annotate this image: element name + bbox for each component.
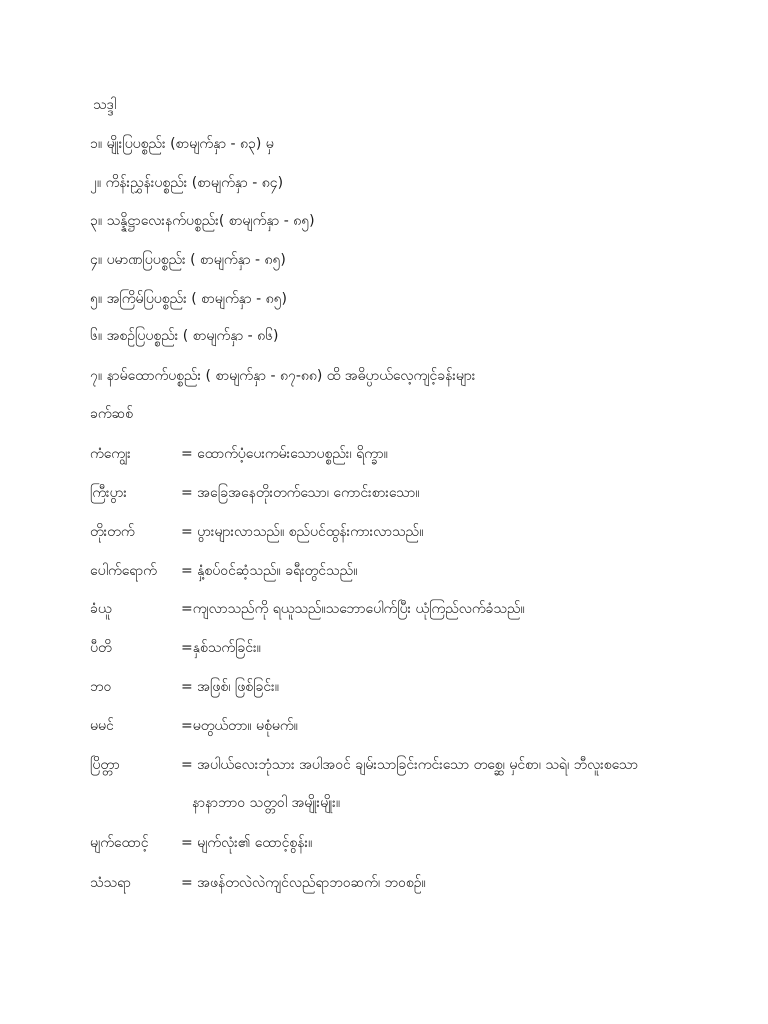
list-item: ၁။ မျိုးပြပစ္စည်း (စာမျက်နှာ - ၈၃) မှ xyxy=(90,136,274,152)
glossary-definition: =ကျလာသည်ကို ရယူသည်။သဘောပေါက်ပြီး ယုံကြည်လက်ခံသည်။ xyxy=(181,601,525,617)
glossary-definition: = နှံ့စပ်ဝင်ဆံ့သည်။ ခရီးတွင်သည်။ xyxy=(181,563,358,579)
glossary-term: ပြိတ္တာ xyxy=(90,757,120,773)
glossary-definition: =မတွယ်တာ။ မစုံမက်။ xyxy=(181,718,298,734)
list-item: ၃။ သန္နိဋ္ဌာလေးနက်ပစ္စည်း( စာမျက်နှာ - ၈၅) xyxy=(90,213,315,229)
section-heading: သဒ္ဒါ xyxy=(93,97,117,113)
glossary-term: ခံယူ xyxy=(90,601,112,617)
glossary-term: မျက်ထောင့် xyxy=(90,835,149,851)
glossary-definition: = အခြေအနေတိုးတက်သော၊ ကောင်းစားသော။ xyxy=(181,485,420,501)
glossary-definition: = အဖန်တလဲလဲကျင်လည်ရာဘဝဆက်၊ ဘဝစဉ်။ xyxy=(181,875,426,891)
glossary-definition: = မျက်လုံး၏ ထောင့်စွန်း။ xyxy=(181,835,313,851)
list-item: ၂။ ကိန်းညွှန်းပစ္စည်း (စာမျက်နှာ - ၈၄) xyxy=(90,175,284,191)
glossary-heading: ခက်ဆစ် xyxy=(90,406,133,422)
glossary-definition: = အပါယ်လေးဘုံသား အပါအဝင် ချမ်းသာခြင်းကင်းသော တစ္ဆေ၊ မှင်စာ၊ သရဲ၊ ဘီလူးစသော xyxy=(181,757,639,773)
glossary-term: မမင် xyxy=(90,718,114,734)
list-item: ၇။ နာမ်ထောက်ပစ္စည်း ( စာမျက်နှာ - ၈၇-၈၈) ထိ အဓိပ္ပာယ်လေ့ကျင့်ခန်းများ xyxy=(90,368,476,384)
list-item: ၄။ ပမာဏပြပစ္စည်း ( စာမျက်နှာ - ၈၅) xyxy=(90,252,286,268)
glossary-definition: = အဖြစ်၊ ဖြစ်ခြင်း။ xyxy=(181,679,279,695)
glossary-definition: = ထောက်ပံ့ပေးကမ်းသောပစ္စည်း၊ ရိက္ခာ။ xyxy=(181,446,388,462)
glossary-term: တိုးတက် xyxy=(90,524,135,540)
glossary-term: ပီတိ xyxy=(90,640,112,656)
glossary-definition: =နှစ်သက်ခြင်း။ xyxy=(181,640,261,656)
glossary-term: ကံကျွေး xyxy=(90,446,131,462)
glossary-term: ကြီးပွား xyxy=(90,485,127,501)
glossary-definition-continuation: နာနာဘာဝ သတ္တဝါ အမျိုးမျိုး။ xyxy=(192,795,341,811)
list-item: ၅။ အကြိမ်ပြပစ္စည်း ( စာမျက်နှာ - ၈၅) xyxy=(90,291,287,307)
glossary-definition: = ပွားများလာသည်။ စည်ပင်ထွန်းကားလာသည်။ xyxy=(181,524,424,540)
glossary-term: ဘဝ xyxy=(90,679,112,695)
list-item: ၆။ အစဉ်ပြပစ္စည်း ( စာမျက်နှာ - ၈၆) xyxy=(90,328,279,344)
glossary-term: ပေါက်ရောက် xyxy=(90,563,157,579)
glossary-term: သံသရာ xyxy=(90,875,131,891)
